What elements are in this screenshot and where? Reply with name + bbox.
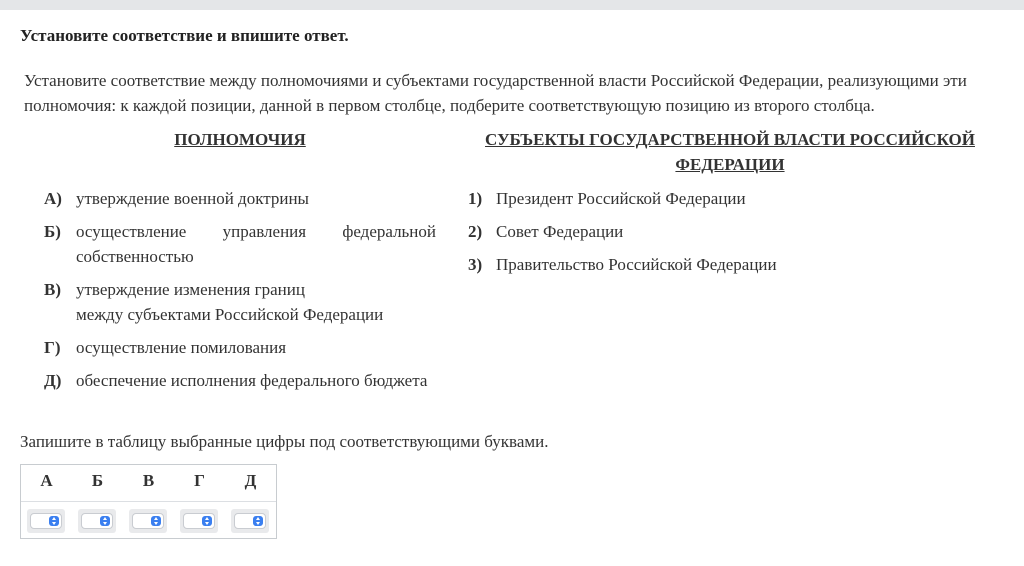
right-column-header: СУБЪЕКТЫ ГОСУДАРСТВЕННОЙ ВЛАСТИ РОССИЙСКОЙ ФЕДЕРАЦИИ — [485, 130, 975, 174]
column-header-d: Д — [244, 471, 257, 490]
answer-cell-v — [123, 509, 174, 533]
item-text: Президент Российской Федерации — [496, 189, 746, 208]
item-text: утверждение военной доктрины — [76, 189, 309, 208]
item-number: 2) — [468, 222, 483, 241]
column-header-g: Г — [194, 471, 205, 490]
select-box[interactable] — [30, 513, 62, 529]
subject-item-2 — [468, 219, 988, 244]
power-item-a — [44, 186, 436, 211]
select-box[interactable] — [183, 513, 215, 529]
subjects-list — [468, 186, 988, 285]
select-arrows-icon[interactable] — [151, 516, 161, 526]
power-item-g — [44, 335, 436, 360]
power-item-b — [44, 219, 436, 269]
answer-select-b[interactable] — [78, 509, 116, 533]
power-item-v — [44, 277, 436, 327]
answer-select-a[interactable] — [27, 509, 65, 533]
select-box[interactable] — [234, 513, 266, 529]
item-text: осуществление управления федеральной собственностью — [76, 222, 436, 266]
answer-instruction: Запишите в таблицу выбранные цифры под соответствующими буквами. — [20, 432, 549, 451]
select-arrows-icon[interactable] — [49, 516, 59, 526]
item-letter: В) — [44, 280, 61, 299]
power-item-d — [44, 368, 436, 393]
answer-table — [20, 464, 277, 539]
top-bar — [0, 0, 1024, 10]
subject-item-3 — [468, 252, 988, 277]
select-arrows-icon[interactable] — [100, 516, 110, 526]
left-column-header: ПОЛНОМОЧИЯ — [174, 130, 306, 149]
answer-select-d[interactable] — [231, 509, 269, 533]
answer-cell-g — [174, 509, 225, 533]
item-text: осуществление помилования — [76, 338, 287, 357]
answer-cell-b — [72, 509, 123, 533]
answer-select-g[interactable] — [180, 509, 218, 533]
select-box[interactable] — [81, 513, 113, 529]
item-letter: А) — [44, 189, 62, 208]
select-arrows-icon[interactable] — [202, 516, 212, 526]
answer-cell-d — [225, 509, 276, 533]
answer-cell-a — [21, 509, 72, 533]
item-number: 1) — [468, 189, 483, 208]
task-title: Установите соответствие и впишите ответ. — [20, 26, 349, 45]
item-text: Совет Федерации — [496, 222, 624, 241]
powers-list — [44, 186, 436, 401]
item-text: обеспечение исполнения федерального бюджета — [76, 371, 428, 390]
column-header-a: А — [40, 471, 53, 490]
column-header-b: Б — [91, 471, 104, 490]
item-letter: Б) — [44, 222, 61, 241]
select-box[interactable] — [132, 513, 164, 529]
subject-item-1 — [468, 186, 988, 211]
item-text: Правительство Российской Федерации — [496, 255, 777, 274]
item-number: 3) — [468, 255, 483, 274]
item-text-line: утверждение изменения границ — [76, 280, 305, 299]
item-letter: Г) — [44, 338, 61, 357]
item-text-line: между субъектами Российской Федерации — [76, 305, 384, 324]
task-instructions: Установите соответствие между полномочиями и субъектами государственной власти Российской Федерации, реализующими эти полномочия: к каждой позиции, данной в первом столбце, подберите соответствующую позицию из второго столбца. — [24, 71, 967, 115]
item-letter: Д) — [44, 371, 62, 390]
column-header-v: В — [142, 471, 155, 490]
answer-select-v[interactable] — [129, 509, 167, 533]
select-arrows-icon[interactable] — [253, 516, 263, 526]
item-text — [76, 277, 436, 327]
answer-table-header — [21, 465, 276, 502]
